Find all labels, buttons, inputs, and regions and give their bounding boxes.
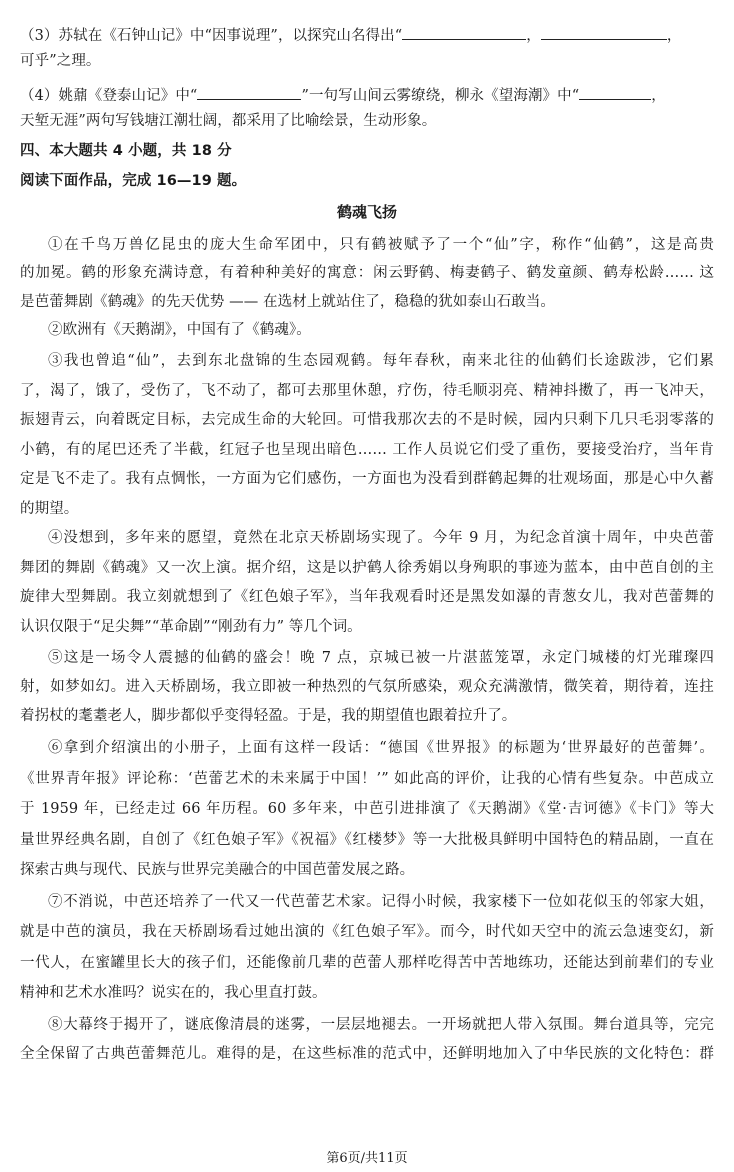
article-line: 量世界经典名剧，自创了《红色娘子军》《祝福》《红楼梦》等一大批极具鲜明中国特色的精品剧，一直在 (20, 832, 714, 848)
answer-blank[interactable] (541, 24, 667, 40)
article-line: 一代人，在蜜罐里长大的孩子们，还能像前几辈的芭蕾人那样吃得苦中苦地练功，还能达到前辈们的专业 (20, 955, 714, 971)
article-line: ②欧洲有《天鹅湖》，中国有了《鹤魂》。 (48, 322, 311, 338)
article-line: 的加冕。鹤的形象充满诗意，有着种种美好的寓意：闲云野鹤、梅妻鹤子、鹤发童颜、鹤寿松龄…… 这 (20, 265, 714, 281)
article-line: 振翅青云，向着既定目标，去完成生命的大轮回。可惜我那次去的不是时候，园内只剩下几只毛羽零落的 (20, 412, 714, 428)
page-footer: 第6页/共11页 (326, 1151, 408, 1166)
article-line: 于 1959 年，已经走过 66 年历程。60 多年来，中芭引进排演了《天鹅湖》《堂·吉诃德》《卡门》等大 (20, 801, 714, 817)
article-line: 认识仅限于“足尖舞”“革命剧”“刚劲有力” 等几个词。 (20, 619, 362, 635)
answer-blank[interactable] (402, 24, 526, 40)
answer-blank[interactable] (197, 84, 301, 100)
question-4-line-1 (20, 84, 714, 106)
article-line: ⑤这是一场令人震撼的仙鹤的盛会！晚 7 点，京城已被一片湛蓝笼罩，永定门城楼的灯光璀璨四 (48, 650, 714, 666)
question-3-prefix: （3）苏轼在《石钟山记》中“因事说理”，以探究山名得出“ (20, 28, 403, 44)
article-line: ①在千鸟万兽亿昆虫的庞大生命军团中，只有鹤被赋予了一个“仙”字，称作“仙鹤”，这是高贵 (48, 237, 714, 253)
article-line: 定是飞不走了。我有点惆怅，一方面为它们感伤，一方面也为没看到群鹤起舞的壮观场面，那是心中久蓄 (20, 471, 714, 487)
question-4-mid: ”一句写山间云雾缭绕，柳永《望海潮》中“ (301, 88, 580, 104)
article-line: 的期望。 (20, 501, 79, 517)
article-line: 了，渴了，饿了，受伤了，飞不动了，都可去那里休憩，疗伤，待毛顺羽亮、精神抖擞了，再一飞冲天， (20, 383, 714, 399)
question-4-prefix: （4）姚鼐《登泰山记》中“ (20, 88, 198, 104)
answer-blank[interactable] (579, 84, 651, 100)
article-line: 就是中芭的演员，我在天桥剧场看过她出演的《红色娘子军》。而今，时代如天空中的流云急速变幻，新 (20, 924, 714, 940)
question-3-separator: ， (526, 28, 541, 44)
article-line: 舞团的舞剧《鹤魂》又一次上演。据介绍，这是以护鹤人徐秀娟以身殉职的事迹为蓝本，由中芭自创的主 (20, 560, 714, 576)
article-line: ③我也曾追“仙”，去到东北盘锦的生态园观鹤。每年春秋，南来北往的仙鹤们长途跋涉，它们累 (48, 353, 714, 369)
article-line: ⑥拿到介绍演出的小册子，上面有这样一段话：“德国《世界报》的标题为‘世界最好的芭蕾舞’。 (48, 740, 714, 756)
article-line: ④没想到，多年来的愿望，竟然在北京天桥剧场实现了。今年 9 月，为纪念首演十周年，中央芭蕾 (48, 530, 714, 546)
article-line: 旋律大型舞剧。我立刻就想到了《红色娘子军》，当年我观看时还是黑发如瀑的青葱女儿，我对芭蕾舞的 (20, 589, 714, 605)
article-line: 全全保留了古典芭蕾舞范儿。难得的是，在这些标准的范式中，还鲜明地加入了中华民族的文化特色：群 (20, 1046, 714, 1062)
article-title: 鹤魂飞扬 (336, 203, 397, 221)
article-line: 精神和艺术水准吗？说实在的，我心里直打鼓。 (20, 985, 327, 1001)
article-line: 探索古典与现代、民族与世界完美融合的中国芭蕾发展之路。 (20, 862, 415, 878)
question-3-line-2: 可乎”之理。 (20, 53, 101, 69)
article-line: ⑧大幕终于揭开了，谜底像清晨的迷雾，一层层地褪去。一开场就把人带入氛围。舞台道具等，完完 (48, 1017, 714, 1033)
article-line: 着拐杖的耄耋老人，脚步都似乎变得轻盈。于是，我的期望值也跟着拉升了。 (20, 708, 517, 724)
question-3-suffix: ， (666, 28, 682, 44)
section-instruction: 阅读下面作品，完成 16—19 题。 (20, 173, 247, 189)
article-line: 小鹤，有的尾巴还秃了半截，红冠子也呈现出暗色…… 工作人员说它们受了重伤，要接受治疗，当年肯 (20, 442, 714, 458)
article-line: 是芭蕾舞剧《鹤魂》的先天优势 —— 在选材上就站住了，稳稳的犹如泰山石敢当。 (20, 294, 556, 310)
section-heading: 四、本大题共 4 小题，共 18 分 (20, 143, 232, 159)
question-3-line-1 (20, 24, 714, 46)
question-4-suffix: ， (651, 88, 666, 104)
article-line: ⑦不消说，中芭还培养了一代又一代芭蕾艺术家。记得小时候，我家楼下一位如花似玉的邻家大姐， (48, 894, 714, 910)
article-line: 《世界青年报》评论称：‘芭蕾艺术的未来属于中国！’” 如此高的评价，让我的心情有些复杂。中芭成立 (20, 771, 714, 787)
article-line: 射，如梦如幻。进入天桥剧场，我立即被一种热烈的气氛所感染，观众充满激情，微笑着，期待着，连拄 (20, 679, 714, 695)
question-4-line-2: 天堑无涯”两句写钱塘江潮壮阔，都采用了比喻绘景，生动形象。 (20, 113, 437, 129)
